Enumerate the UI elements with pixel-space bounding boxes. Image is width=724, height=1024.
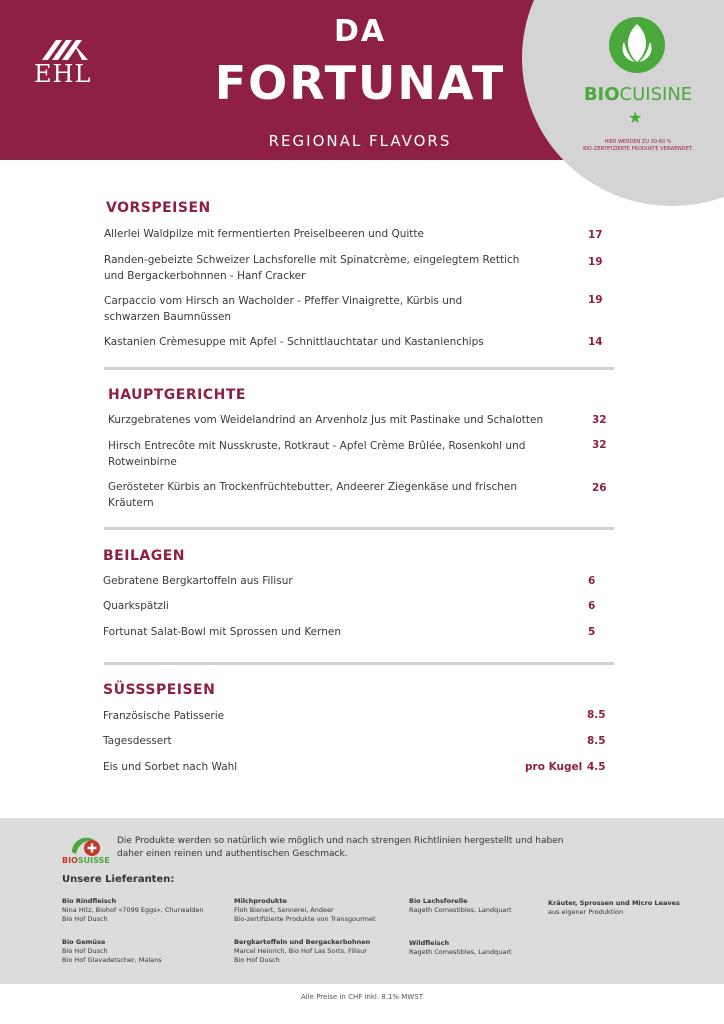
- menu-item-price: 8.5: [587, 735, 606, 747]
- supplier-block: Bio Rindfleisch Nina Hitz, Biohof «7099 Eggs», Churwalden Bio Hof Dusch: [62, 897, 204, 923]
- menu-item: Französische Patisserie: [103, 710, 225, 722]
- menu-item-price: 17: [588, 229, 603, 241]
- footer-description: Die Produkte werden so natürlich wie möglich und nach strengen Richtlinien hergestellt und haben daher einen reinen und authentischen Geschmack.: [117, 836, 564, 859]
- menu-item-price: 5: [588, 626, 596, 638]
- menu-item: Tagesdessert: [103, 735, 172, 747]
- menu-item-unit: pro Kugel: [525, 761, 583, 773]
- star-icon: ★: [628, 108, 643, 127]
- biocuisine-label: BIOCUISINE: [583, 84, 693, 105]
- menu-item: Kurzgebratenes vom Weidelandrind an Arvenholz Jus mit Pastinake und Schalotten: [108, 414, 544, 426]
- section-divider: [104, 367, 614, 370]
- menu-item-price: 4.5: [587, 761, 606, 773]
- menu-item-price: 32: [592, 414, 607, 426]
- price-note: Alle Preise in CHF inkl. 8.1% MWST: [301, 993, 423, 1001]
- restaurant-title-da: DA: [333, 14, 387, 49]
- supplier-block: Wildfleisch Rageth Comestibles, Landquart: [409, 939, 512, 956]
- menu-item: Gerösteter Kürbis an Trockenfrüchtebutter, Andeerer Ziegenkäse und frischen Kräutern: [108, 481, 518, 509]
- section-divider: [104, 527, 614, 530]
- leaf-icon: [608, 16, 666, 74]
- menu-item: Gebratene Bergkartoffeln aus Filisur: [103, 575, 293, 587]
- menu-item: Fortunat Salat-Bowl mit Sprossen und Kernen: [103, 626, 342, 638]
- menu-item: Allerlei Waldpilze mit fermentierten Preiselbeeren und Quitte: [104, 228, 424, 240]
- supplier-block: Bio Gemüse Bio Hof Dusch Bio Hof Glavadetscher, Malans: [62, 938, 162, 964]
- menu-item: Quarkspätzli: [103, 600, 169, 612]
- restaurant-title: FORTUNAT: [214, 56, 506, 110]
- menu-item-price: 19: [588, 294, 603, 306]
- suppliers-title: Unsere Lieferanten:: [62, 874, 175, 885]
- section-divider: [104, 662, 614, 665]
- menu-item-price: 26: [592, 482, 607, 494]
- menu-item-price: 32: [592, 439, 607, 451]
- supplier-block: Kräuter, Sprossen und Micro Leaves aus eigener Produktion: [548, 899, 680, 916]
- menu-item-price: 6: [588, 600, 596, 612]
- ehl-logo-text: EHL: [34, 60, 92, 88]
- biosuisse-label: BIOSUISSE: [62, 856, 110, 865]
- menu-item-price: 19: [588, 256, 603, 268]
- supplier-block: Bergkartoffeln und Bergackerbohnen Marcel Heinrich, Bio Hof Las Sorts, Filisur Bio Hof Dusch: [234, 938, 371, 964]
- section-title-hauptgerichte: HAUPTGERICHTE: [108, 387, 246, 403]
- section-title-beilagen: BEILAGEN: [103, 548, 185, 564]
- menu-item-price: 6: [588, 575, 596, 587]
- menu-item-price: 14: [588, 336, 603, 348]
- menu-item-price: 8.5: [587, 709, 606, 721]
- menu-item: Randen-gebeizte Schweizer Lachsforelle mit Spinatcrème, eingelegtem Rettich und Bergackerbohnnen - Hanf Cracker: [104, 254, 520, 282]
- biocuisine-note: HIER WERDEN ZU 30-60 % BIO-ZERTIFIZIERTE PRODUKTE VERWENDET.: [583, 139, 693, 152]
- supplier-block: Bio Lachsforelle Rageth Comestibles, Landquart: [409, 897, 512, 914]
- section-title-suessspeisen: SÜSSSPEISEN: [103, 682, 216, 698]
- menu-item: Eis und Sorbet nach Wahl: [103, 761, 238, 773]
- restaurant-subtitle: REGIONAL FLAVORS: [268, 132, 452, 150]
- menu-item: Hirsch Entrecôte mit Nusskruste, Rotkraut - Apfel Crème Brûlée, Rosenkohl und Rotweinbirne: [108, 440, 526, 468]
- menu-item: Carpaccio vom Hirsch an Wacholder - Pfeffer Vinaigrette, Kürbis und schwarzen Baumnüssen: [104, 295, 463, 323]
- supplier-block: Milchprodukte Floh Bienert, Sennerei, Andeer Bio-zertifizierte Produkte von Transgourmet: [234, 897, 376, 923]
- section-title-vorspeisen: VORSPEISEN: [106, 200, 211, 216]
- menu-item: Kastanien Crèmesuppe mit Apfel - Schnittlauchtatar und Kastanienchips: [104, 336, 484, 348]
